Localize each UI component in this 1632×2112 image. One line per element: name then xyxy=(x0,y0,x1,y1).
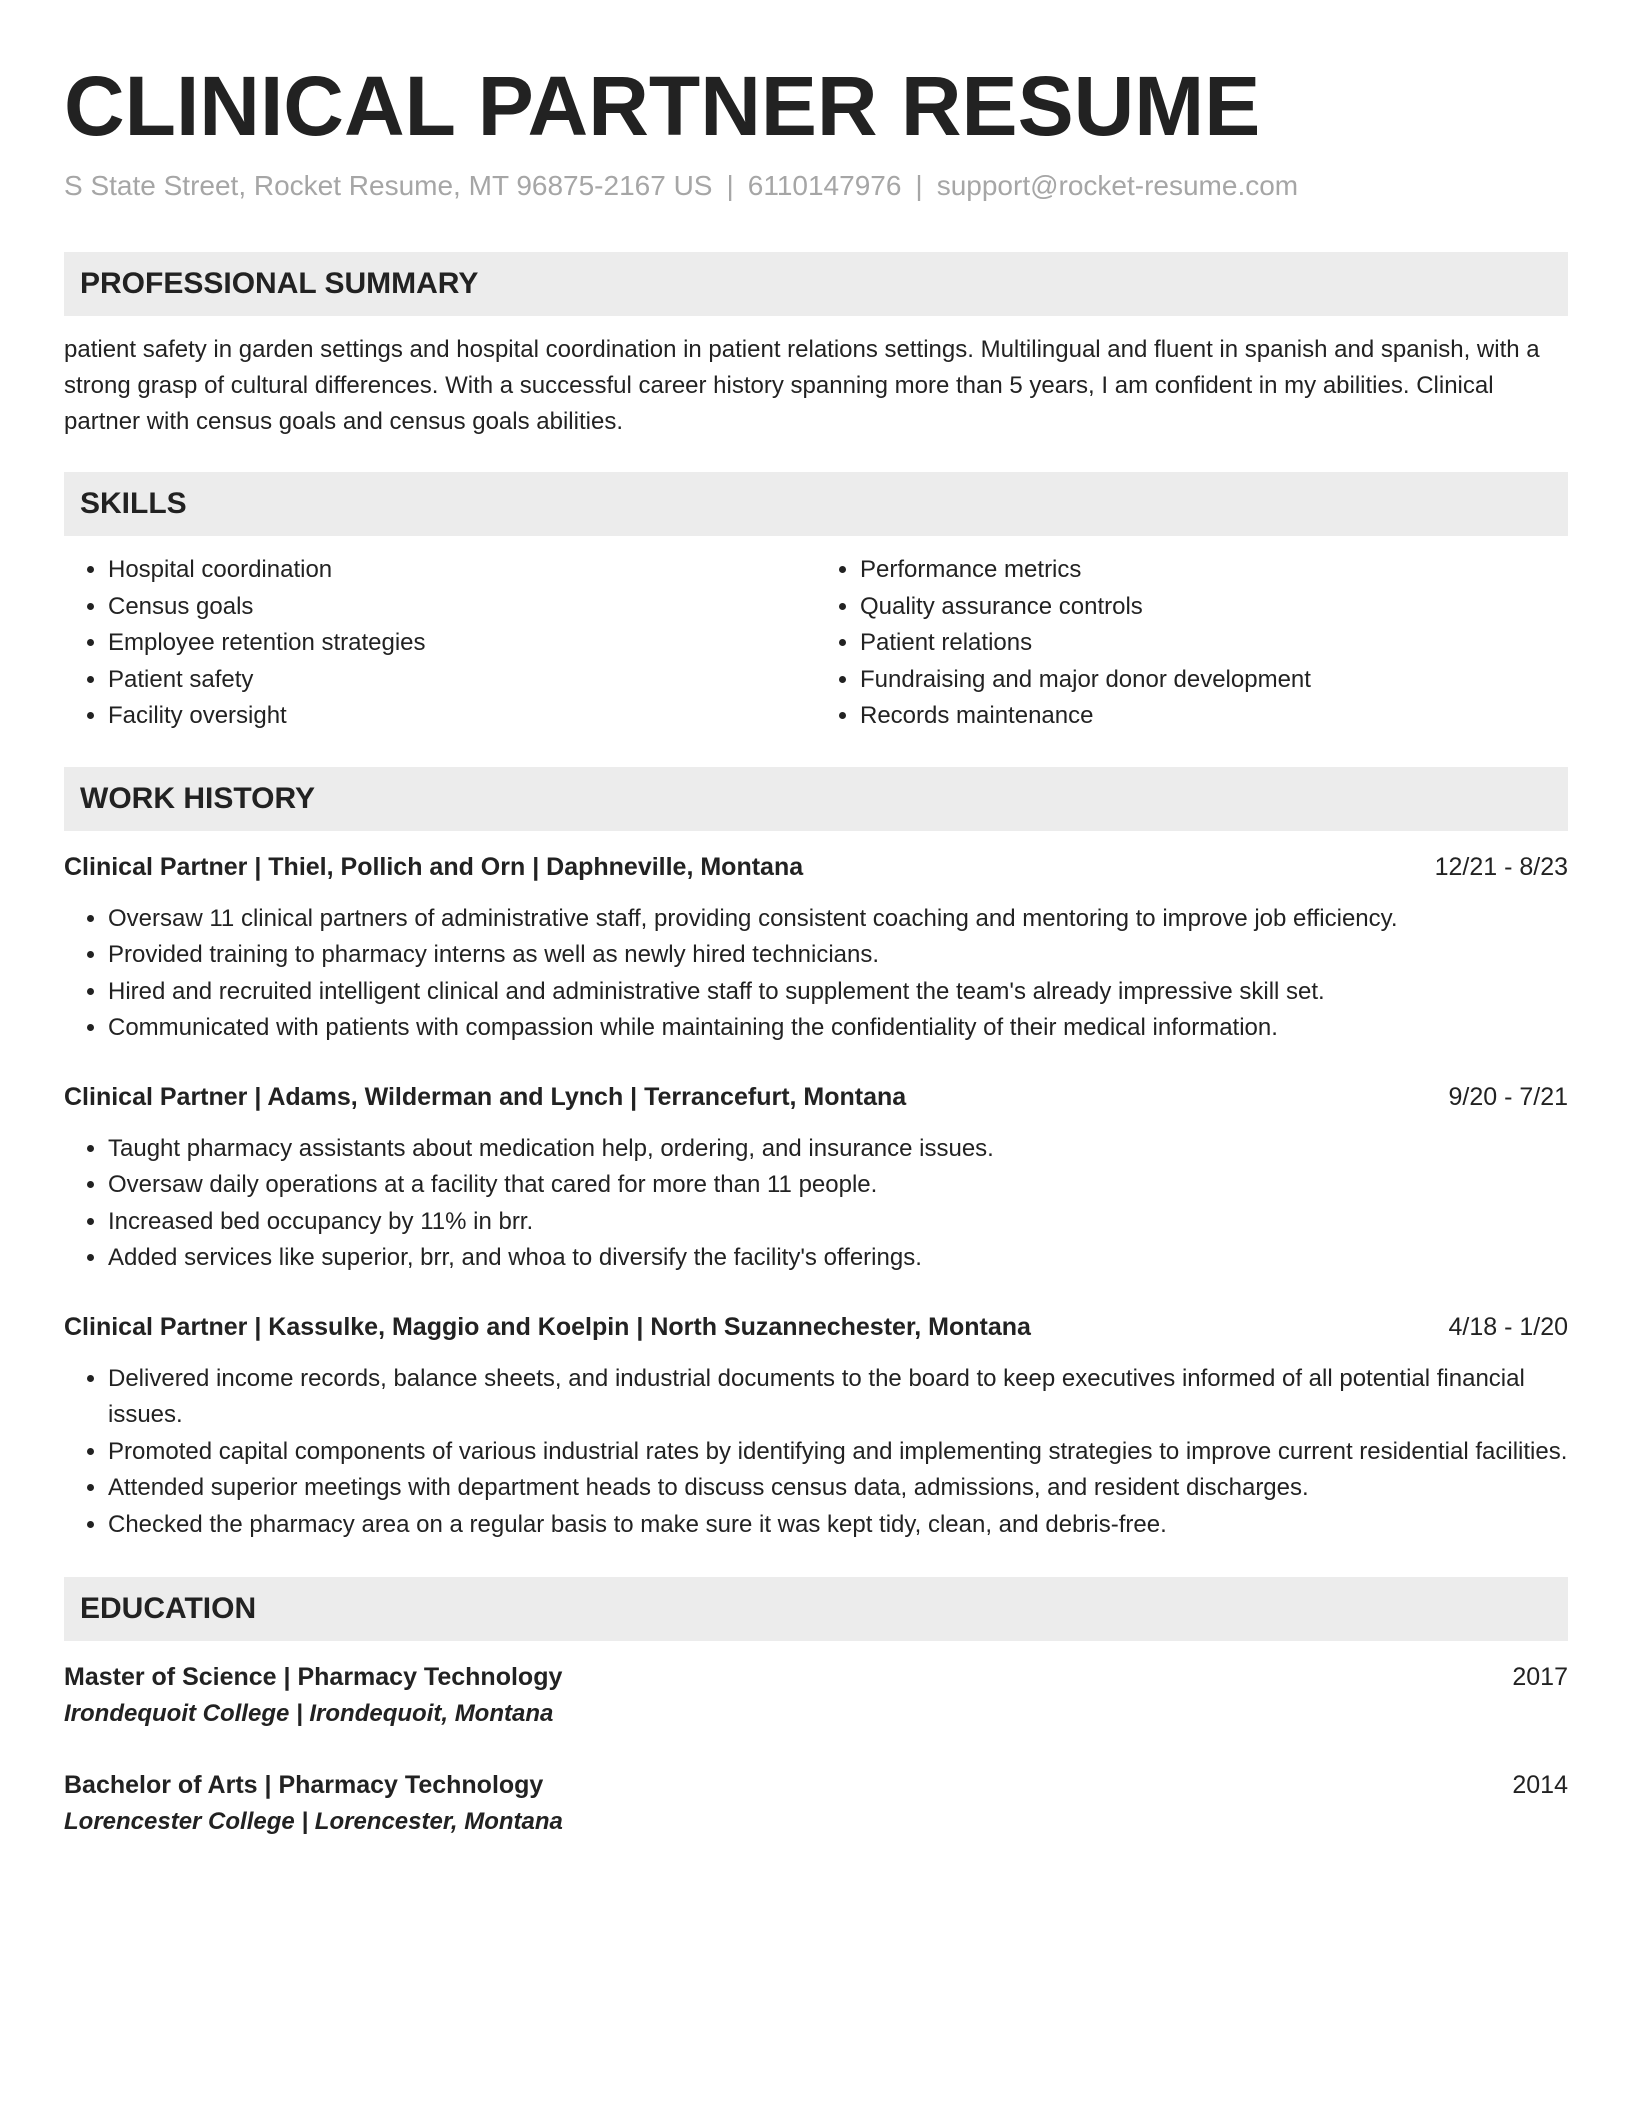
job-bullet: • Provided training to pharmacy interns as well as newly hired technicians. xyxy=(108,937,1568,974)
section-header-summary xyxy=(64,252,1568,316)
section-header-education xyxy=(64,1577,1568,1641)
education-degree: Master of Science | Pharmacy Technology xyxy=(64,1663,563,1691)
job-bullet: • Promoted capital components of various industrial rates by identifying and implementing strategies to improve current residential facilities. xyxy=(108,1434,1568,1471)
skill-item: • Performance metrics xyxy=(860,552,1568,589)
section-title: EDUCATION xyxy=(80,1592,257,1625)
education-header xyxy=(64,1659,1568,1695)
job-bullet: • Hired and recruited intelligent clinical and administrative staff to supplement the team's already impressive skill set. xyxy=(108,974,1568,1011)
contact-separator: | xyxy=(915,170,923,201)
job-header xyxy=(64,1309,1568,1345)
section-title: PROFESSIONAL SUMMARY xyxy=(80,267,479,300)
job-bullet: • Taught pharmacy assistants about medication help, ordering, and insurance issues. xyxy=(108,1131,1568,1168)
education-header xyxy=(64,1767,1568,1803)
education-entry xyxy=(64,1767,1568,1841)
education-school: Lorencester College | Lorencester, Montana xyxy=(64,1808,563,1835)
job-bullet: • Checked the pharmacy area on a regular basis to make sure it was kept tidy, clean, and debris-free. xyxy=(108,1507,1568,1544)
job-header xyxy=(64,849,1568,885)
education-year: 2017 xyxy=(1512,1663,1568,1691)
contact-email: support@rocket-resume.com xyxy=(936,170,1299,201)
education-year: 2014 xyxy=(1512,1771,1568,1799)
contact-separator: | xyxy=(726,170,734,201)
contact-phone: 6110147976 xyxy=(747,170,902,201)
job-title: Clinical Partner | Adams, Wilderman and Lynch | Terrancefurt, Montana xyxy=(64,1082,907,1111)
skill-item: • Facility oversight xyxy=(108,698,816,735)
job-bullet: • Communicated with patients with compassion while maintaining the confidentiality of their medical information. xyxy=(108,1010,1568,1047)
job-dates: 4/18 - 1/20 xyxy=(1448,1312,1568,1341)
education-entry xyxy=(64,1659,1568,1733)
skill-item: • Hospital coordination xyxy=(108,552,816,589)
page-title: CLINICAL PARTNER RESUME xyxy=(64,59,1261,153)
section-title: SKILLS xyxy=(80,487,187,520)
job-entry xyxy=(64,1079,1568,1277)
skill-item: • Employee retention strategies xyxy=(108,625,816,662)
job-title: Clinical Partner | Thiel, Pollich and Orn | Daphneville, Montana xyxy=(64,852,804,881)
job-bullet: • Added services like superior, brr, and whoa to diversify the facility's offerings. xyxy=(108,1240,1568,1277)
job-bullet: • Attended superior meetings with department heads to discuss census data, admissions, and resident discharges. xyxy=(108,1470,1568,1507)
skills-column-right xyxy=(816,552,1568,735)
job-entry xyxy=(64,1309,1568,1544)
job-bullet: • Oversaw 11 clinical partners of administrative staff, providing consistent coaching and mentoring to improve job efficiency. xyxy=(108,901,1568,938)
job-title: Clinical Partner | Kassulke, Maggio and Koelpin | North Suzannechester, Montana xyxy=(64,1312,1031,1341)
job-bullet: • Oversaw daily operations at a facility that cared for more than 11 people. xyxy=(108,1167,1568,1204)
section-header-work-history xyxy=(64,767,1568,831)
education-school: Irondequoit College | Irondequoit, Montana xyxy=(64,1700,554,1727)
skill-item: • Records maintenance xyxy=(860,698,1568,735)
section-header-skills xyxy=(64,472,1568,536)
skills-column-left xyxy=(64,552,816,735)
education-degree: Bachelor of Arts | Pharmacy Technology xyxy=(64,1771,544,1799)
job-bullet: • Delivered income records, balance sheets, and industrial documents to the board to keep executives informed of all potential financial issues. xyxy=(108,1361,1568,1434)
job-dates: 9/20 - 7/21 xyxy=(1448,1082,1568,1111)
job-bullets xyxy=(64,1361,1568,1544)
job-bullets xyxy=(64,1131,1568,1277)
skills-list xyxy=(64,552,1568,735)
job-bullets xyxy=(64,901,1568,1047)
section-title: WORK HISTORY xyxy=(80,781,316,815)
job-header xyxy=(64,1079,1568,1115)
skill-item: • Census goals xyxy=(108,589,816,626)
summary-text: patient safety in garden settings and hospital coordination in patient relations settings. Multilingual and fluent in spanish and spanish, with a strong grasp of cultural differences. With a successful career history spanning more than 5 years, I am confident in my abilities. Clinical partner with census goals and census goals abilities. xyxy=(64,336,1540,435)
job-bullet: • Increased bed occupancy by 11% in brr. xyxy=(108,1204,1568,1241)
job-entry xyxy=(64,849,1568,1047)
contact-line xyxy=(64,168,1568,204)
contact-address: S State Street, Rocket Resume, MT 96875-2167 US xyxy=(64,170,713,201)
skill-item: • Patient relations xyxy=(860,625,1568,662)
skill-item: • Fundraising and major donor development xyxy=(860,662,1568,699)
skill-item: • Patient safety xyxy=(108,662,816,699)
skill-item: • Quality assurance controls xyxy=(860,589,1568,626)
job-dates: 12/21 - 8/23 xyxy=(1434,852,1568,881)
